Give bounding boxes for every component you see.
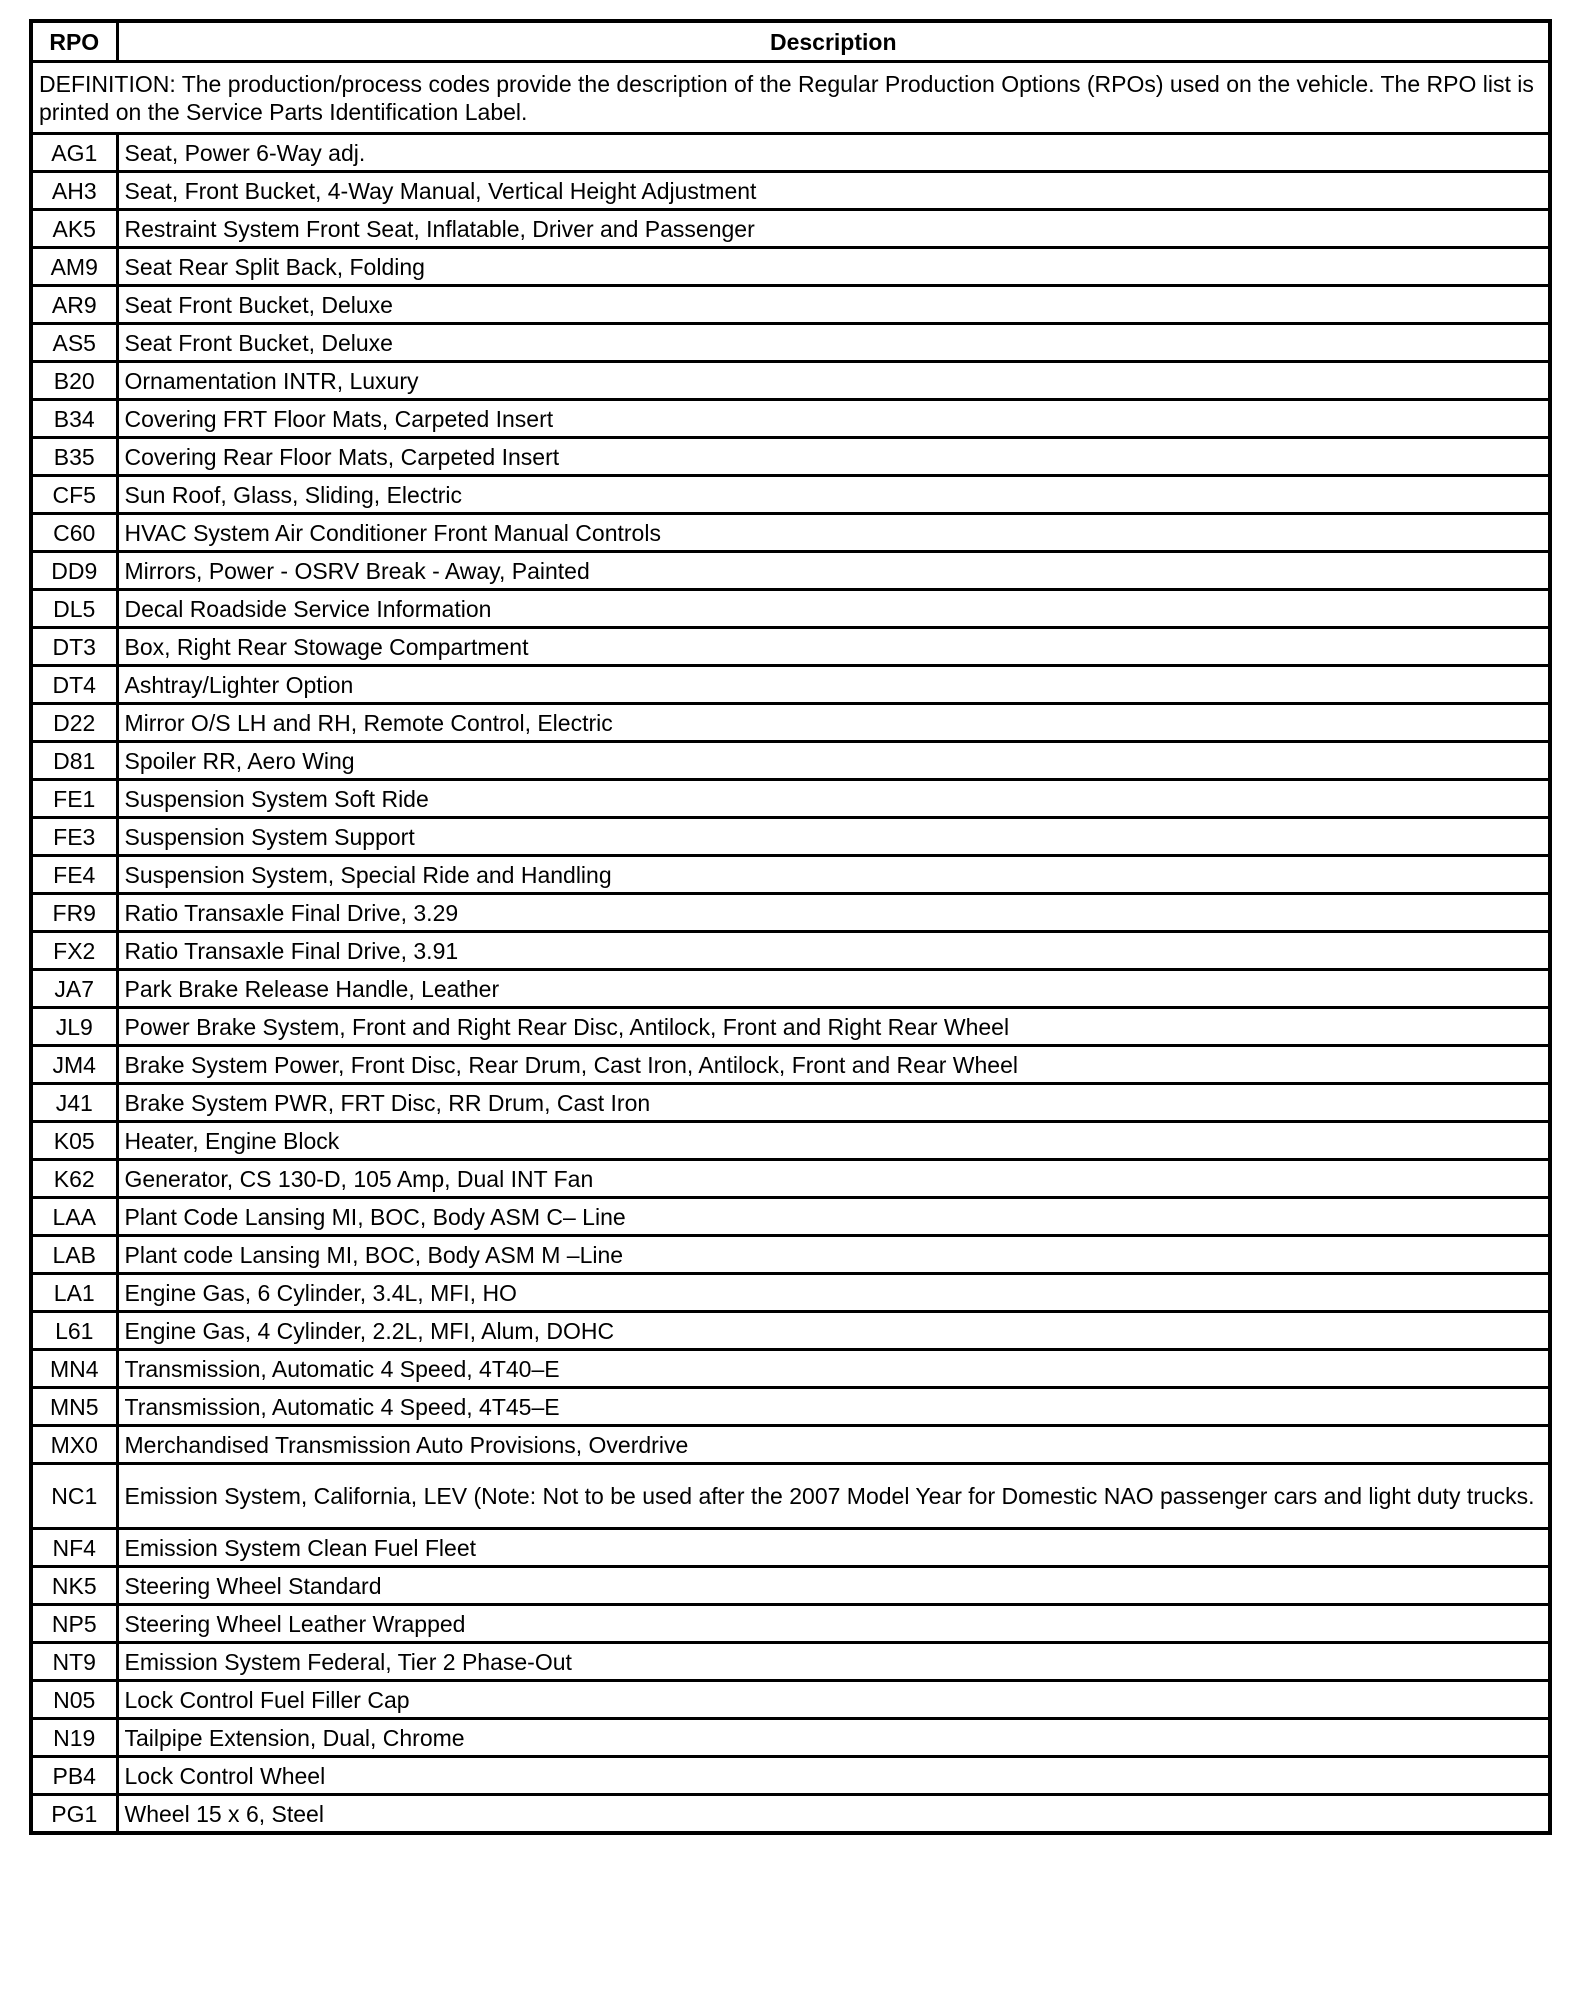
rpo-description-cell: Suspension System Soft Ride [117, 780, 1550, 818]
table-row [31, 552, 1550, 590]
rpo-code-cell: LA1 [31, 1274, 117, 1312]
rpo-description-cell: Mirror O/S LH and RH, Remote Control, Electric [117, 704, 1550, 742]
rpo-code-cell: LAA [31, 1198, 117, 1236]
table-row [31, 1122, 1550, 1160]
table-row [31, 932, 1550, 970]
rpo-description-cell: Seat, Front Bucket, 4-Way Manual, Vertical Height Adjustment [117, 172, 1550, 210]
table-row [31, 704, 1550, 742]
definition-row [31, 62, 1550, 134]
table-row [31, 1160, 1550, 1198]
rpo-code-cell: DD9 [31, 552, 117, 590]
rpo-code-cell: PB4 [31, 1757, 117, 1795]
table-row [31, 324, 1550, 362]
rpo-description-cell: Ornamentation INTR, Luxury [117, 362, 1550, 400]
rpo-description-cell: HVAC System Air Conditioner Front Manual Controls [117, 514, 1550, 552]
rpo-description-cell: Engine Gas, 6 Cylinder, 3.4L, MFI, HO [117, 1274, 1550, 1312]
table-row [31, 362, 1550, 400]
rpo-description-cell: Steering Wheel Leather Wrapped [117, 1605, 1550, 1643]
rpo-description-cell: Lock Control Wheel [117, 1757, 1550, 1795]
rpo-description-cell: Transmission, Automatic 4 Speed, 4T40–E [117, 1350, 1550, 1388]
rpo-description-cell: Box, Right Rear Stowage Compartment [117, 628, 1550, 666]
rpo-description-cell: Seat Rear Split Back, Folding [117, 248, 1550, 286]
rpo-code-cell: FX2 [31, 932, 117, 970]
rpo-description-cell: Wheel 15 x 6, Steel [117, 1795, 1550, 1834]
table-row [31, 1757, 1550, 1795]
table-row [31, 1795, 1550, 1834]
rpo-code-cell: AM9 [31, 248, 117, 286]
rpo-description-cell: Park Brake Release Handle, Leather [117, 970, 1550, 1008]
rpo-code-cell: L61 [31, 1312, 117, 1350]
rpo-code-cell: JL9 [31, 1008, 117, 1046]
rpo-code-cell: J41 [31, 1084, 117, 1122]
rpo-code-cell: N05 [31, 1681, 117, 1719]
rpo-table-container [29, 19, 1548, 1835]
rpo-code-cell: AS5 [31, 324, 117, 362]
rpo-code-cell: DT4 [31, 666, 117, 704]
rpo-code-cell: B20 [31, 362, 117, 400]
rpo-code-cell: FE3 [31, 818, 117, 856]
rpo-description-cell: Seat Front Bucket, Deluxe [117, 286, 1550, 324]
rpo-code-cell: MX0 [31, 1426, 117, 1464]
definition-text: DEFINITION: The production/process codes provide the description of the Regular Production Options (RPOs) used on the vehicle. The RPO list is printed on the Service Parts Identification Label. [31, 62, 1550, 134]
rpo-description-cell: Transmission, Automatic 4 Speed, 4T45–E [117, 1388, 1550, 1426]
table-row [31, 666, 1550, 704]
table-row [31, 476, 1550, 514]
rpo-description-cell: Covering Rear Floor Mats, Carpeted Insert [117, 438, 1550, 476]
rpo-description-cell: Brake System PWR, FRT Disc, RR Drum, Cast Iron [117, 1084, 1550, 1122]
rpo-description-cell: Emission System, California, LEV (Note: Not to be used after the 2007 Model Year for Domestic NAO passenger cars and light duty trucks. [117, 1464, 1550, 1529]
rpo-code-cell: MN5 [31, 1388, 117, 1426]
table-row [31, 1236, 1550, 1274]
rpo-description-cell: Power Brake System, Front and Right Rear Disc, Antilock, Front and Right Rear Wheel [117, 1008, 1550, 1046]
table-row [31, 1529, 1550, 1567]
rpo-description-cell: Suspension System Support [117, 818, 1550, 856]
table-row [31, 134, 1550, 172]
rpo-description-cell: Suspension System, Special Ride and Handling [117, 856, 1550, 894]
rpo-code-cell: D81 [31, 742, 117, 780]
rpo-description-cell: Lock Control Fuel Filler Cap [117, 1681, 1550, 1719]
description-column-header: Description [117, 21, 1550, 62]
rpo-code-cell: AR9 [31, 286, 117, 324]
table-row [31, 210, 1550, 248]
table-row [31, 1388, 1550, 1426]
rpo-description-cell: Steering Wheel Standard [117, 1567, 1550, 1605]
table-row [31, 1274, 1550, 1312]
table-row [31, 248, 1550, 286]
table-row [31, 1464, 1550, 1529]
rpo-code-cell: JM4 [31, 1046, 117, 1084]
rpo-code-cell: NT9 [31, 1643, 117, 1681]
rpo-code-cell: FR9 [31, 894, 117, 932]
rpo-code-cell: JA7 [31, 970, 117, 1008]
table-row [31, 1350, 1550, 1388]
table-row [31, 400, 1550, 438]
rpo-code-cell: NK5 [31, 1567, 117, 1605]
rpo-description-cell: Merchandised Transmission Auto Provisions, Overdrive [117, 1426, 1550, 1464]
rpo-description-cell: Ashtray/Lighter Option [117, 666, 1550, 704]
table-row [31, 970, 1550, 1008]
rpo-description-cell: Ratio Transaxle Final Drive, 3.29 [117, 894, 1550, 932]
rpo-description-cell: Heater, Engine Block [117, 1122, 1550, 1160]
rpo-code-cell: K62 [31, 1160, 117, 1198]
rpo-code-cell: FE4 [31, 856, 117, 894]
rpo-description-cell: Sun Roof, Glass, Sliding, Electric [117, 476, 1550, 514]
rpo-description-cell: Decal Roadside Service Information [117, 590, 1550, 628]
rpo-description-cell: Seat Front Bucket, Deluxe [117, 324, 1550, 362]
table-row [31, 514, 1550, 552]
rpo-description-cell: Emission System Federal, Tier 2 Phase-Out [117, 1643, 1550, 1681]
rpo-code-cell: AG1 [31, 134, 117, 172]
rpo-code-cell: B35 [31, 438, 117, 476]
table-header-row [31, 21, 1550, 62]
table-row [31, 286, 1550, 324]
rpo-code-cell: C60 [31, 514, 117, 552]
rpo-code-cell: LAB [31, 1236, 117, 1274]
rpo-code-cell: NP5 [31, 1605, 117, 1643]
rpo-code-cell: MN4 [31, 1350, 117, 1388]
rpo-description-cell: Spoiler RR, Aero Wing [117, 742, 1550, 780]
table-row [31, 780, 1550, 818]
rpo-code-cell: K05 [31, 1122, 117, 1160]
table-row [31, 1719, 1550, 1757]
table-row [31, 1605, 1550, 1643]
rpo-code-cell: AK5 [31, 210, 117, 248]
table-row [31, 1198, 1550, 1236]
rpo-code-cell: NF4 [31, 1529, 117, 1567]
rpo-description-cell: Plant Code Lansing MI, BOC, Body ASM C– Line [117, 1198, 1550, 1236]
rpo-code-cell: DT3 [31, 628, 117, 666]
rpo-description-cell: Mirrors, Power - OSRV Break - Away, Painted [117, 552, 1550, 590]
table-row [31, 818, 1550, 856]
table-row [31, 172, 1550, 210]
table-row [31, 1567, 1550, 1605]
rpo-code-cell: FE1 [31, 780, 117, 818]
table-row [31, 590, 1550, 628]
rpo-code-cell: CF5 [31, 476, 117, 514]
rpo-code-cell: NC1 [31, 1464, 117, 1529]
rpo-code-cell: AH3 [31, 172, 117, 210]
rpo-description-cell: Restraint System Front Seat, Inflatable, Driver and Passenger [117, 210, 1550, 248]
rpo-code-cell: DL5 [31, 590, 117, 628]
rpo-code-cell: PG1 [31, 1795, 117, 1834]
table-row [31, 1426, 1550, 1464]
rpo-column-header: RPO [31, 21, 117, 62]
rpo-description-cell: Plant code Lansing MI, BOC, Body ASM M –Line [117, 1236, 1550, 1274]
rpo-description-cell: Engine Gas, 4 Cylinder, 2.2L, MFI, Alum, DOHC [117, 1312, 1550, 1350]
rpo-description-cell: Seat, Power 6-Way adj. [117, 134, 1550, 172]
table-row [31, 856, 1550, 894]
rpo-table [29, 19, 1552, 1835]
rpo-description-cell: Emission System Clean Fuel Fleet [117, 1529, 1550, 1567]
table-row [31, 1084, 1550, 1122]
table-row [31, 1312, 1550, 1350]
rpo-description-cell: Tailpipe Extension, Dual, Chrome [117, 1719, 1550, 1757]
table-row [31, 894, 1550, 932]
table-row [31, 1643, 1550, 1681]
rpo-description-cell: Brake System Power, Front Disc, Rear Drum, Cast Iron, Antilock, Front and Rear Wheel [117, 1046, 1550, 1084]
table-row [31, 742, 1550, 780]
rpo-code-cell: D22 [31, 704, 117, 742]
rpo-code-cell: N19 [31, 1719, 117, 1757]
table-body [31, 62, 1550, 1834]
table-row [31, 1046, 1550, 1084]
table-row [31, 1681, 1550, 1719]
rpo-description-cell: Ratio Transaxle Final Drive, 3.91 [117, 932, 1550, 970]
table-row [31, 628, 1550, 666]
rpo-description-cell: Covering FRT Floor Mats, Carpeted Insert [117, 400, 1550, 438]
table-row [31, 1008, 1550, 1046]
rpo-code-cell: B34 [31, 400, 117, 438]
rpo-description-cell: Generator, CS 130-D, 105 Amp, Dual INT Fan [117, 1160, 1550, 1198]
table-row [31, 438, 1550, 476]
